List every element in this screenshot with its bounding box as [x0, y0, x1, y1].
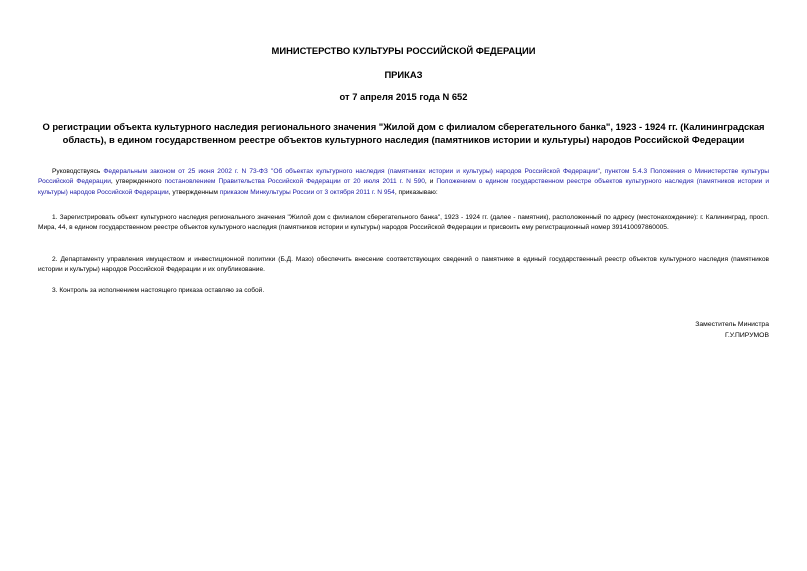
document-type: ПРИКАЗ — [384, 69, 423, 80]
ministry-regulation-link[interactable]: пунктом 5.4.3 Положения о Министерстве культуры Российской Федерации — [38, 168, 769, 186]
order-item-2-text: 2. Департаменту управления имуществом и инвестиционной политики (Б.Д. Мазо) обеспечить внесение соответствующих сведений о памятнике в единый государственный реестр объектов культурного наследия (памятников истории и культуры) народов Российской Федерации и их опубликование. — [38, 256, 769, 274]
government-decree-link[interactable]: постановлением Правительства Российской Федерации от 20 июля 2011 г. N 590 — [164, 178, 425, 186]
preamble-text-3: , утвержденного — [110, 178, 165, 186]
ministry-heading: МИНИСТЕРСТВО КУЛЬТУРЫ РОССИЙСКОЙ ФЕДЕРАЦИИ — [271, 45, 536, 56]
order-item-3-text: 3. Контроль за исполнением настоящего приказа оставляю за собой. — [52, 287, 265, 294]
document-title: О регистрации объекта культурного наследия регионального значения "Жилой дом с филиалом сберегательного банка", 1923 - 1924 гг. (Калининградская область), в едином государственном реестре объектов культурного наследия (памятников истории и культуры) народов Российской Федерации — [42, 121, 765, 145]
order-item-2 — [38, 255, 769, 276]
order-item-3 — [38, 286, 769, 296]
ministry-order-link[interactable]: приказом Минкультуры России от 3 октября 2011 г. N 954 — [219, 188, 395, 196]
preamble-text-4: , и — [424, 178, 437, 186]
preamble-text-2: , — [599, 168, 605, 175]
preamble-text-5: , утвержденным — [168, 188, 220, 196]
signatory-position: Заместитель Министра — [695, 321, 769, 328]
preamble-paragraph — [38, 167, 769, 198]
signatory-name: Г.У.ПИРУМОВ — [725, 331, 769, 339]
preamble-text-6: , приказываю: — [394, 188, 438, 196]
signature-block — [695, 320, 769, 341]
order-item-1 — [38, 213, 769, 234]
preamble-text-1: Руководствуясь — [52, 168, 104, 175]
registry-regulation-link[interactable]: Положением о едином государственном реестре объектов культурного наследия (памятников истории и культуры) народов Российской Федерации — [38, 178, 769, 196]
federal-law-link[interactable]: Федеральным законом от 25 июня 2002 г. N 73-ФЗ "Об объектах культурного наследия (памятниках истории и культуры) народов Российской Федерации" — [103, 168, 600, 175]
document-date: от 7 апреля 2015 года N 652 — [339, 91, 468, 102]
order-item-1-text: 1. Зарегистрировать объект культурного наследия регионального значения "Жилой дом с филиалом сберегательного банка", 1923 - 1924 гг. (далее - памятник), расположенный по адресу (местонахождение): г. Калининград, просп. Мира, 44, в едином государственном реестре объектов культурного наследия (памятников истории и культуры) народов Российской Федерации и присвоить ему регистрационный номер 391410097860005. — [38, 214, 769, 232]
